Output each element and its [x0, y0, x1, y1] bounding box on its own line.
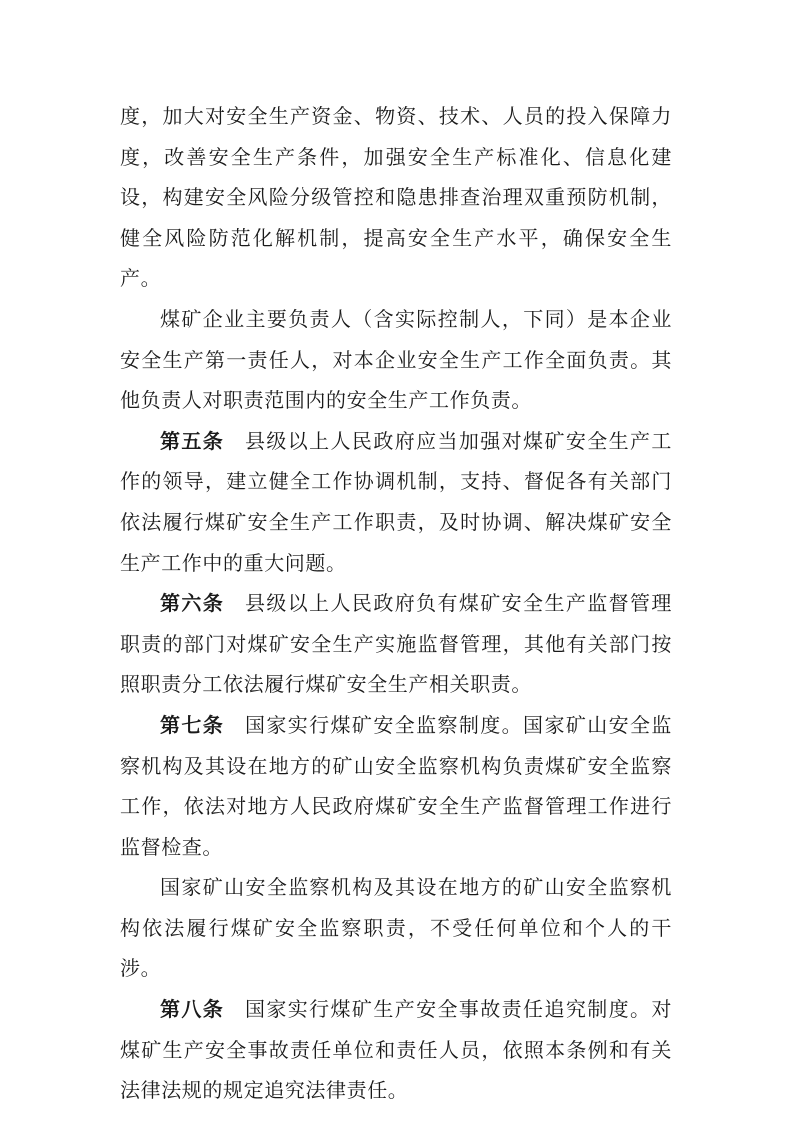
paragraph-text: 度，加大对安全生产资金、物资、技术、人员的投入保障力度，改善安全生产条件，加强安全生产标准化、信息化建设，构建安全风险分级管控和隐患排查治理双重预防机制，健全风险防范化解机制，提高安全生产水平，确保安全生产。: [120, 104, 672, 291]
article-7: [120, 705, 672, 867]
article-label: 第七条: [160, 712, 225, 737]
article-text: 县级以上人民政府负有煤矿安全生产监督管理职责的部门对煤矿安全生产实施监督管理，其他有关部门按照职责分工依法履行煤矿安全生产相关职责。: [120, 591, 673, 697]
article-text: 国家实行煤矿生产安全事故责任追究制度。对煤矿生产安全事故责任单位和责任人员，依照本条例和有关法律法规的规定追究法律责任。: [120, 997, 673, 1103]
paragraph-text: 煤矿企业主要负责人（含实际控制人，下同）是本企业安全生产第一责任人，对本企业安全生产工作全面负责。其他负责人对职责范围内的安全生产工作负责。: [120, 306, 672, 413]
article-text: 国家实行煤矿安全监察制度。国家矿山安全监察机构及其设在地方的矿山安全监察机构负责煤矿安全监察工作，依法对地方人民政府煤矿安全生产监督管理工作进行监督检查。: [120, 712, 673, 859]
article-6: [120, 583, 672, 705]
paragraph-continuation: [120, 96, 672, 299]
document-body: [120, 96, 672, 1111]
article-label: 第六条: [160, 591, 225, 616]
article-label: 第五条: [160, 428, 225, 453]
paragraph-text: 国家矿山安全监察机构及其设在地方的矿山安全监察机构依法履行煤矿安全监察职责，不受任何单位和个人的干涉。: [120, 875, 672, 981]
article-text: 县级以上人民政府应当加强对煤矿安全生产工作的领导，建立健全工作协调机制，支持、督促各有关部门依法履行煤矿安全生产工作职责，及时协调、解决煤矿安全生产工作中的重大问题。: [120, 428, 673, 575]
paragraph-supervision-independence: [120, 867, 672, 989]
article-5: [120, 421, 672, 583]
article-label: 第八条: [160, 997, 225, 1022]
paragraph-responsible-person: [120, 299, 672, 421]
article-8: [120, 989, 672, 1111]
